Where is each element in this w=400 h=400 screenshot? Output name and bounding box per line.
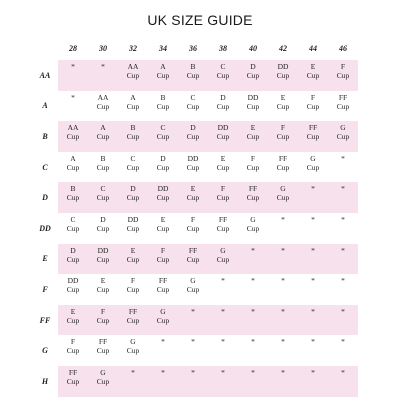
size-cell: D Cup	[238, 60, 268, 91]
row-label: H	[41, 376, 49, 386]
column-header: 44	[309, 44, 317, 53]
size-cell: *	[161, 337, 165, 347]
size-cell: A Cup	[88, 121, 118, 152]
size-cell: FF Cup	[238, 182, 268, 213]
column-header: 28	[69, 44, 77, 53]
table-corner	[32, 40, 58, 60]
size-cell: *	[58, 60, 88, 91]
size-cell: D Cup	[96, 214, 110, 233]
size-cell: F Cup	[306, 92, 320, 111]
size-cell: AA Cup	[58, 121, 88, 152]
size-cell: *	[178, 305, 208, 336]
size-cell: FF Cup	[298, 121, 328, 152]
size-cell: F Cup	[328, 60, 358, 91]
size-cell: *	[118, 366, 148, 397]
column-header: 46	[339, 44, 347, 53]
size-cell: *	[298, 244, 328, 275]
size-cell: A Cup	[148, 60, 178, 91]
size-cell: F Cup	[208, 182, 238, 213]
size-cell: D Cup	[156, 153, 170, 172]
row-label: FF	[39, 315, 51, 325]
size-cell: G Cup	[126, 337, 140, 356]
size-cell: C Cup	[126, 153, 140, 172]
page-title: UK SIZE GUIDE	[147, 12, 253, 28]
size-cell: FF Cup	[118, 305, 148, 336]
size-cell: B Cup	[156, 92, 170, 111]
size-cell: *	[268, 244, 298, 275]
size-cell: FF Cup	[336, 92, 350, 111]
size-cell: A Cup	[126, 92, 140, 111]
row-label: B	[42, 131, 48, 141]
size-cell: *	[268, 366, 298, 397]
size-cell: G Cup	[208, 244, 238, 275]
size-cell: G Cup	[268, 182, 298, 213]
size-cell: DD Cup	[66, 276, 80, 295]
size-cell: C Cup	[148, 121, 178, 152]
size-cell: G Cup	[148, 305, 178, 336]
size-cell: *	[238, 244, 268, 275]
size-cell: *	[208, 305, 238, 336]
size-cell: G Cup	[306, 153, 320, 172]
column-header: 42	[279, 44, 287, 53]
size-cell: DD Cup	[246, 92, 260, 111]
size-cell: *	[311, 276, 315, 286]
size-cell: G Cup	[88, 366, 118, 397]
size-cell: *	[238, 366, 268, 397]
size-cell: DD Cup	[126, 214, 140, 233]
size-cell: DD Cup	[186, 153, 200, 172]
size-cell: F Cup	[88, 305, 118, 336]
size-cell: F Cup	[66, 337, 80, 356]
size-cell: *	[281, 214, 285, 224]
size-cell: *	[281, 276, 285, 286]
size-cell: *	[341, 153, 345, 163]
size-cell: *	[221, 276, 225, 286]
column-header: 36	[189, 44, 197, 53]
size-cell: FF Cup	[216, 214, 230, 233]
size-cell: *	[328, 305, 358, 336]
size-cell: DD Cup	[208, 121, 238, 152]
row-label: G	[42, 346, 48, 356]
size-table	[32, 40, 358, 397]
column-header: 30	[99, 44, 107, 53]
size-cell: F Cup	[268, 121, 298, 152]
size-cell: C Cup	[88, 182, 118, 213]
row-label: DD	[39, 223, 51, 233]
size-cell: *	[208, 366, 238, 397]
size-cell: FF Cup	[58, 366, 88, 397]
size-cell: E Cup	[276, 92, 290, 111]
size-cell: *	[341, 276, 345, 286]
row-label: F	[42, 284, 48, 294]
column-header: 40	[249, 44, 257, 53]
size-cell: D Cup	[58, 244, 88, 275]
size-cell: *	[88, 60, 118, 91]
row-label: E	[42, 254, 48, 264]
size-cell: F Cup	[186, 214, 200, 233]
size-cell: E Cup	[238, 121, 268, 152]
size-cell: F Cup	[148, 244, 178, 275]
size-cell: A Cup	[66, 153, 80, 172]
size-cell: *	[328, 244, 358, 275]
size-cell: *	[341, 214, 345, 224]
size-cell: DD Cup	[268, 60, 298, 91]
size-cell: E Cup	[96, 276, 110, 295]
size-cell: G Cup	[186, 276, 200, 295]
size-cell: AA Cup	[118, 60, 148, 91]
size-cell: *	[298, 305, 328, 336]
size-cell: DD Cup	[148, 182, 178, 213]
size-cell: *	[311, 214, 315, 224]
size-cell: *	[311, 337, 315, 347]
size-cell: D Cup	[216, 92, 230, 111]
size-cell: B Cup	[178, 60, 208, 91]
size-cell: FF Cup	[96, 337, 110, 356]
size-cell: DD Cup	[88, 244, 118, 275]
size-cell: FF Cup	[276, 153, 290, 172]
size-cell: E Cup	[58, 305, 88, 336]
size-cell: B Cup	[96, 153, 110, 172]
size-cell: F Cup	[126, 276, 140, 295]
size-cell: *	[251, 276, 255, 286]
size-cell: D Cup	[118, 182, 148, 213]
row-label: A	[42, 101, 48, 111]
size-cell: E Cup	[118, 244, 148, 275]
size-cell: *	[281, 337, 285, 347]
size-cell: *	[298, 366, 328, 397]
size-cell: AA Cup	[96, 92, 110, 111]
size-cell: E Cup	[298, 60, 328, 91]
size-cell: C Cup	[208, 60, 238, 91]
size-cell: C Cup	[186, 92, 200, 111]
size-cell: G Cup	[246, 214, 260, 233]
size-cell: *	[221, 337, 225, 347]
row-label: AA	[39, 70, 51, 80]
size-cell: *	[191, 337, 195, 347]
size-cell: *	[178, 366, 208, 397]
size-cell: D Cup	[178, 121, 208, 152]
size-cell: F Cup	[246, 153, 260, 172]
size-cell: E Cup	[178, 182, 208, 213]
size-cell: B Cup	[118, 121, 148, 152]
size-cell: E Cup	[216, 153, 230, 172]
row-label: D	[42, 193, 48, 203]
size-cell: *	[251, 337, 255, 347]
size-cell: *	[71, 92, 75, 102]
size-cell: *	[328, 182, 358, 213]
size-cell: *	[341, 337, 345, 347]
size-cell: *	[238, 305, 268, 336]
size-cell: B Cup	[58, 182, 88, 213]
size-cell: *	[328, 366, 358, 397]
size-cell: *	[148, 366, 178, 397]
size-cell: FF Cup	[156, 276, 170, 295]
size-cell: G Cup	[328, 121, 358, 152]
column-header: 34	[159, 44, 167, 53]
size-cell: C Cup	[66, 214, 80, 233]
column-header: 32	[129, 44, 137, 53]
size-cell: E Cup	[156, 214, 170, 233]
column-header: 38	[219, 44, 227, 53]
size-cell: *	[268, 305, 298, 336]
size-cell: FF Cup	[178, 244, 208, 275]
size-cell: *	[298, 182, 328, 213]
row-label: C	[42, 162, 48, 172]
